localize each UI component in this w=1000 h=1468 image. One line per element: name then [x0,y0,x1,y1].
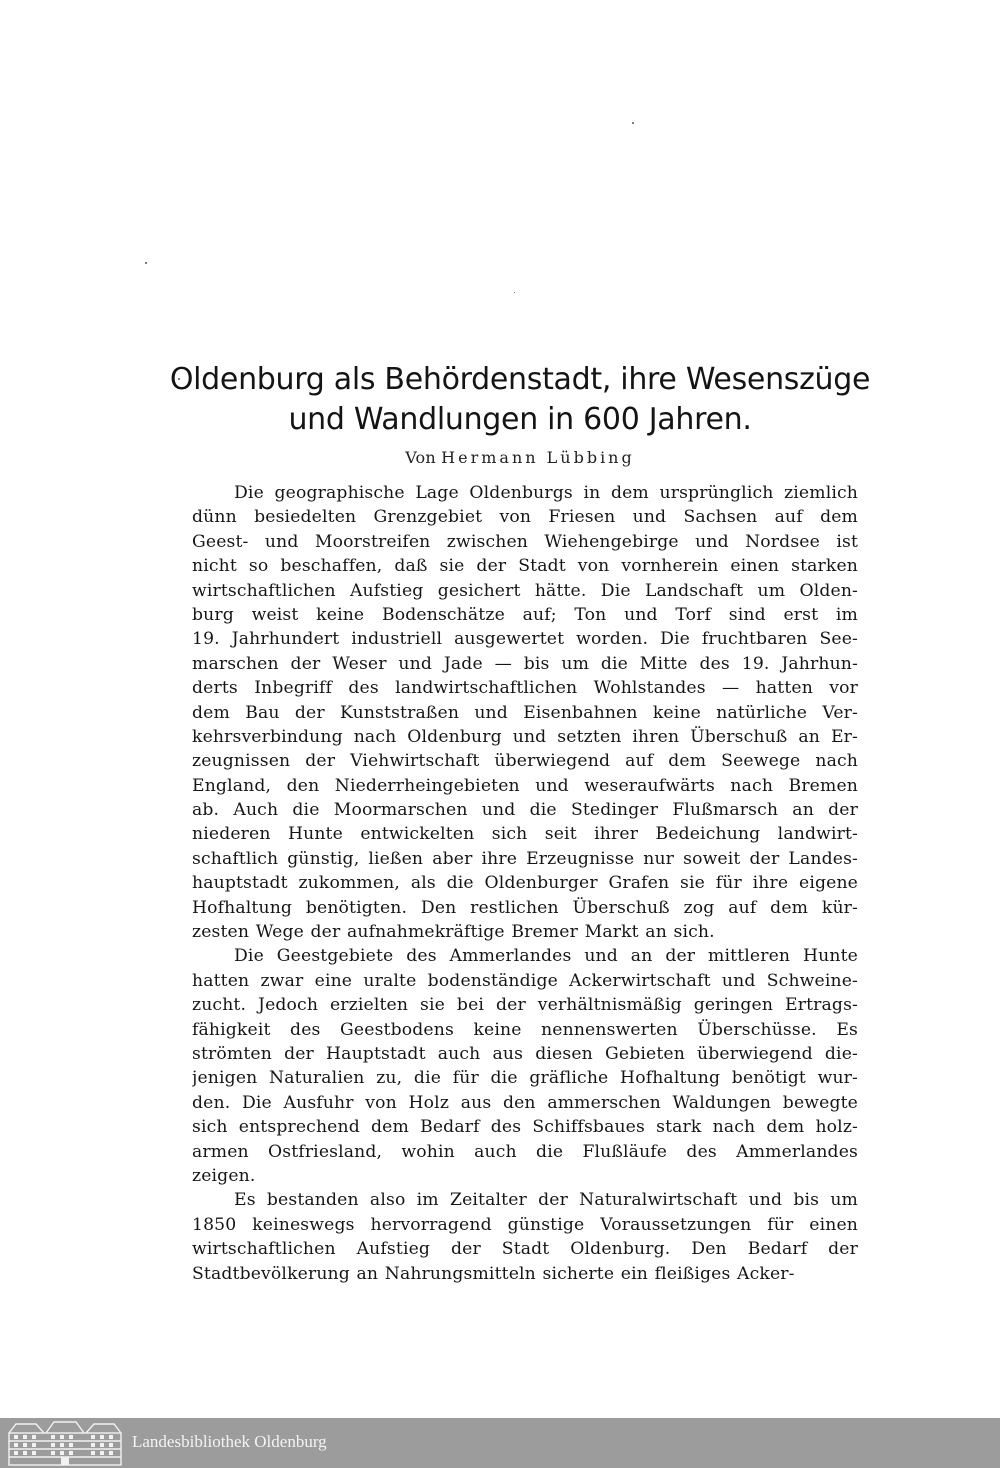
article-title-line-1: Oldenburg als Behördenstadt, ihre Wesenszüge [169,362,871,397]
text-line: zucht. Jedoch erzielten sie bei der verhältnismäßig geringen Ertrags- [192,995,858,1016]
text-line: burg weist keine Bodenschätze auf; Ton und Torf sind erst im [192,604,858,625]
text-line: ab. Auch die Moormarschen und die Stedinger Flußmarsch an der [192,800,858,821]
text-line: dem Bau der Kunststraßen und Eisenbahnen keine natürliche Ver- [192,702,858,723]
text-line: derts Inbegriff des landwirtschaftlichen Wohlstandes — hatten vor [192,678,858,699]
text-line: hatten zwar eine uralte bodenständige Ackerwirtschaft und Schweine- [192,970,858,991]
text-line: sich entsprechend dem Bedarf des Schiffsbaues stark nach dem holz- [192,1117,858,1138]
text-line: jenigen Naturalien zu, die für die gräfliche Hofhaltung benötigt wur- [192,1068,858,1089]
paragraph [192,481,858,944]
text-line: nicht so beschaffen, daß sie der Stadt von vornherein einen starken [192,556,858,577]
text-line: zeugnissen der Viehwirtschaft überwiegend auf dem Seewege nach [192,751,858,772]
text-line: dünn besiedelten Grenzgebiet von Friesen und Sachsen auf dem [192,507,858,528]
text-line: Es bestanden also im Zeitalter der Naturalwirtschaft und bis um [234,1190,858,1211]
scan-speck [514,292,515,293]
paragraph [192,1188,858,1286]
library-name: Landesbibliothek Oldenburg [132,1432,327,1451]
text-line: niederen Hunte entwickelten sich seit ihrer Bedeichung landwirt- [192,824,858,845]
text-line: Die Geestgebiete des Ammerlandes und an der mittleren Hunte [234,946,858,967]
text-line: den. Die Ausfuhr von Holz aus den ammerschen Waldungen bewegte [192,1092,858,1113]
text-line: marschen der Weser und Jade — bis um die Mitte des 19. Jahrhun- [192,653,858,674]
text-line: Geest- und Moorstreifen zwischen Wiehengebirge und Nordsee ist [192,531,858,552]
text-line: armen Ostfriesland, wohin auch die Flußläufe des Ammerlandes [192,1141,858,1162]
text-line: hauptstadt zukommen, als die Oldenburger Grafen sie für ihre eigene [192,873,858,894]
text-line: Hofhaltung benötigten. Den restlichen Überschuß zog auf dem kür- [192,897,858,918]
text-line: wirtschaftlichen Aufstieg gesichert hätte. Die Landschaft um Olden- [192,580,858,601]
text-line: zesten Wege der aufnahmekräftige Bremer Markt an sich. [192,922,715,943]
text-line: 1850 keineswegs hervorragend günstige Voraussetzungen für einen [192,1214,858,1235]
text-line: fähigkeit des Geestbodens keine nennenswerten Überschüsse. Es [192,1019,858,1040]
article-body [192,481,858,1286]
library-building-icon [6,1419,124,1467]
author-byline [150,446,890,470]
text-line: wirtschaftlichen Aufstieg der Stadt Oldenburg. Den Bedarf der [192,1239,858,1260]
article-title [150,360,890,440]
byline-prefix: Von [405,448,436,467]
scan-speck [145,262,147,264]
text-line: Die geographische Lage Oldenburgs in dem ursprünglich ziemlich [234,483,858,503]
scan-speck [632,122,634,124]
text-line: 19. Jahrhundert industriell ausgewertet worden. Die fruchtbaren See- [192,629,858,650]
text-line: Stadtbevölkerung an Nahrungsmitteln sicherte ein fleißiges Acker- [192,1263,795,1284]
article-title-line-2: und Wandlungen in 600 Jahren. [288,402,752,437]
paragraph [192,944,858,1188]
text-line: England, den Niederrheingebieten und weseraufwärts nach Bremen [192,775,858,796]
text-line: schaftlich günstig, ließen aber ihre Erzeugnisse nur soweit der Landes- [192,848,858,869]
author-name: Hermann Lübbing [441,448,635,467]
text-line: strömten der Hauptstadt auch aus diesen Gebieten überwiegend die- [192,1043,858,1064]
text-line: zeigen. [192,1165,256,1186]
library-footer-bar [0,1418,1000,1468]
text-line: kehrsverbindung nach Oldenburg und setzten ihren Überschuß an Er- [192,726,858,747]
